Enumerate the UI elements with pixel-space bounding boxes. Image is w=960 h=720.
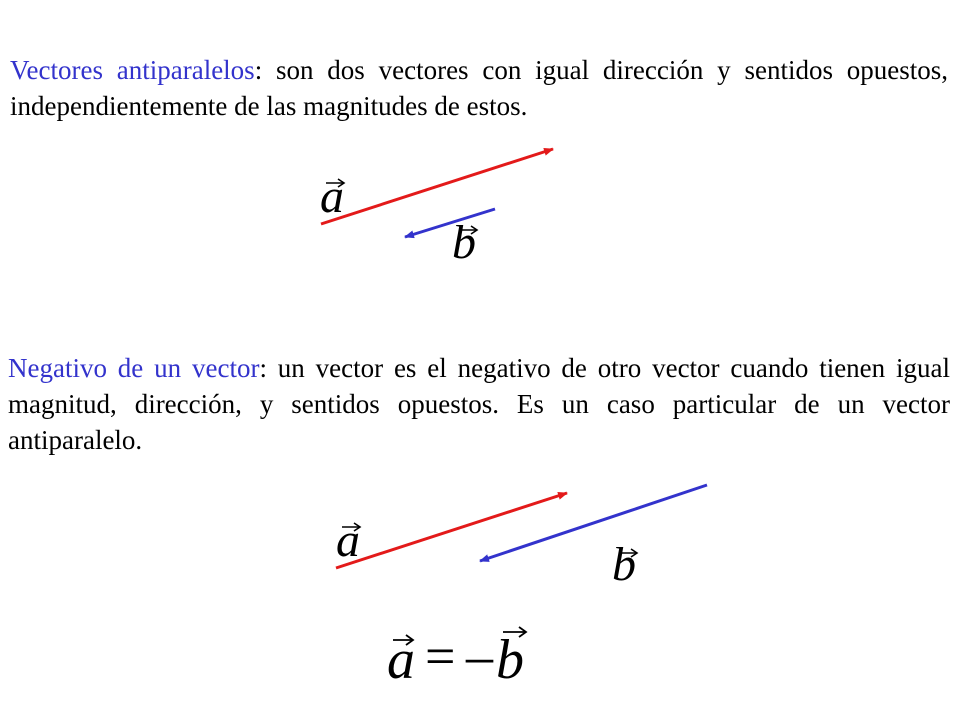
- antiparallel-diagram: [320, 149, 553, 269]
- vector-a2-arrow: [336, 493, 567, 568]
- vector-a-arrow: [321, 149, 553, 224]
- negative-diagram: [336, 485, 707, 591]
- negative-vector-definition: [8, 350, 950, 458]
- label-b-1-text: b: [452, 216, 476, 269]
- label-b-2: [612, 538, 637, 591]
- antiparallel-text: : son dos vectores con igual dirección y sentidos opuestos, independientemente de las magnitudes de estos.: [10, 55, 948, 121]
- equation-minus: –: [466, 626, 493, 686]
- equation-lhs: a: [387, 629, 415, 691]
- equation-equals: =: [425, 626, 456, 686]
- negative-vector-text: : un vector es el negativo de otro vector cuando tienen igual magnitud, dirección, y sentidos opuestos. Es un caso particular de un vector antiparalelo.: [8, 353, 950, 455]
- negative-vector-term: Negativo de un vector: [8, 353, 260, 383]
- antiparallel-term: Vectores antiparalelos: [10, 55, 255, 85]
- label-a-2: [336, 514, 360, 567]
- label-a-1: [320, 170, 344, 223]
- vector-b2-arrow: [480, 485, 707, 561]
- label-a-1-text: a: [320, 170, 344, 223]
- label-b-2-text: b: [612, 538, 636, 591]
- vector-b-arrow: [405, 209, 495, 237]
- label-b-1: [452, 216, 477, 269]
- equation: [387, 626, 526, 691]
- equation-rhs: b: [496, 629, 524, 691]
- label-a-2-text: a: [336, 514, 360, 567]
